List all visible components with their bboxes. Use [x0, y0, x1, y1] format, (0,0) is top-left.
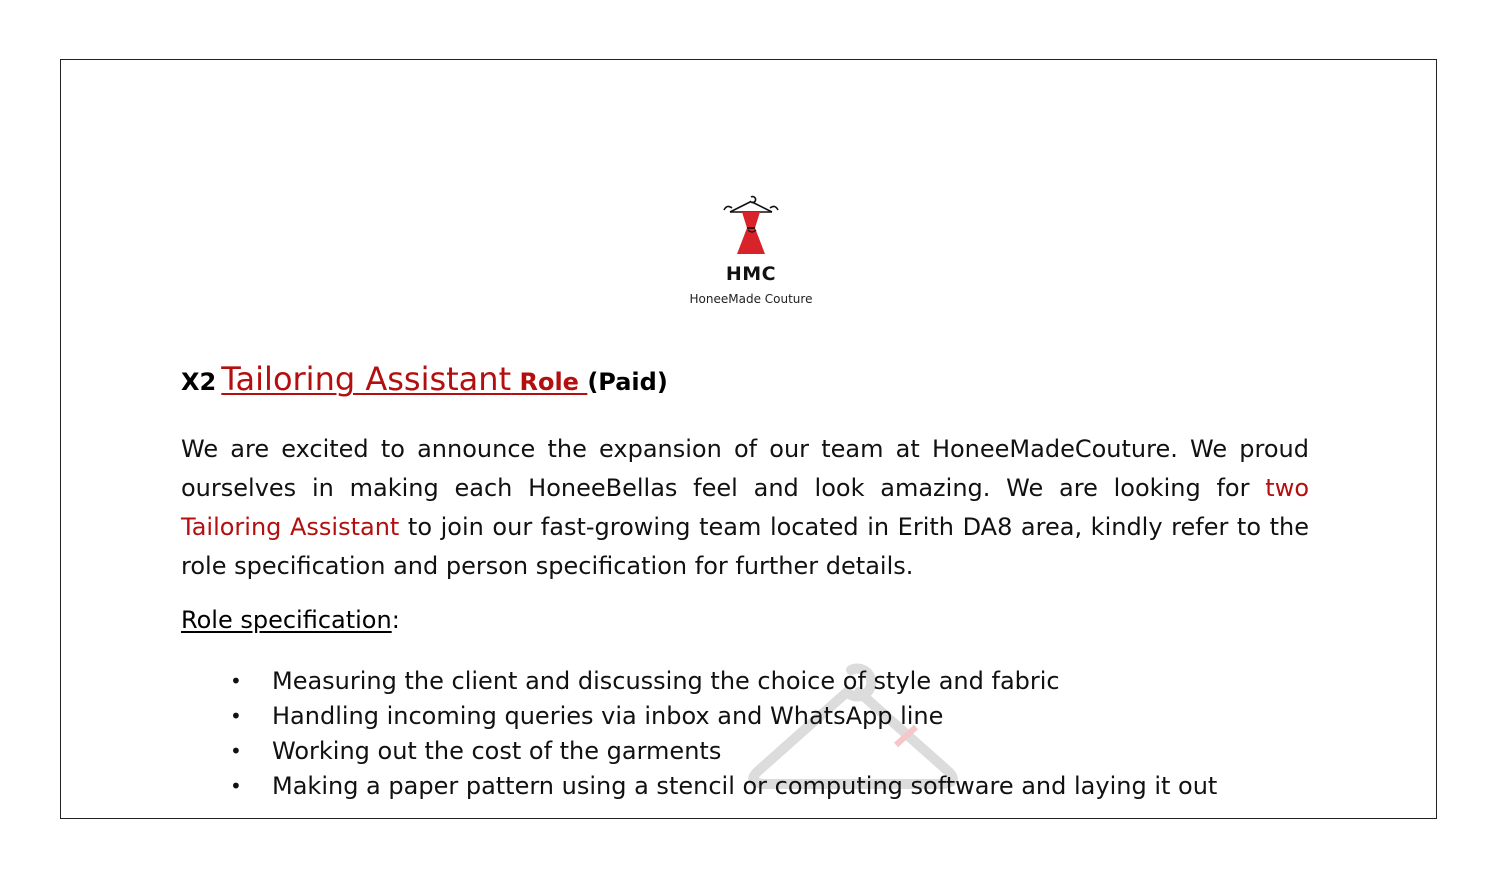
- bullet-icon: •: [230, 704, 242, 728]
- title-role-suffix: Role: [519, 368, 579, 396]
- intro-paragraph: [181, 430, 1309, 586]
- list-item: [181, 699, 1331, 734]
- list-item-text: Measuring the client and discussing the choice of style and fabric: [272, 667, 1060, 695]
- title-paid: (Paid): [587, 368, 668, 396]
- brand-logo: [661, 194, 841, 324]
- dress-hanger-icon: [718, 194, 784, 262]
- logo-brand-name: HoneeMade Couture: [689, 292, 813, 306]
- document-page: [60, 59, 1437, 819]
- title-quantity: X2: [181, 368, 217, 396]
- intro-text-1: We are excited to announce the expansion of our team at HoneeMadeCouture. We proud ourselves in making each HoneeBellas feel and look amazing. We are looking for: [181, 435, 1309, 502]
- role-specification-heading: [181, 606, 400, 634]
- intro-text-2: to join our fast-growing team located in Erith DA8 area, kindly refer to the role specification and person specification for further details.: [181, 513, 1309, 580]
- list-item: [181, 734, 1331, 769]
- list-item-text: Working out the cost of the garments: [272, 737, 722, 765]
- bullet-icon: •: [230, 669, 242, 693]
- list-item-text: Handling incoming queries via inbox and WhatsApp line: [272, 702, 944, 730]
- intro-highlight: two Tailoring Assistant: [181, 474, 1310, 541]
- role-spec-heading-colon: :: [391, 606, 400, 634]
- title-role: Tailoring Assistant: [221, 360, 512, 398]
- list-item: [181, 769, 1331, 804]
- list-item-text: Making a paper pattern using a stencil or computing software and laying it out: [272, 772, 1218, 800]
- bullet-icon: •: [230, 739, 242, 763]
- page-title: [181, 360, 668, 398]
- list-item: [181, 664, 1331, 699]
- role-spec-heading-text: Role specification: [181, 606, 392, 634]
- role-spec-list: [181, 664, 1331, 804]
- logo-abbreviation: HMC: [725, 263, 777, 285]
- bullet-icon: •: [230, 774, 242, 798]
